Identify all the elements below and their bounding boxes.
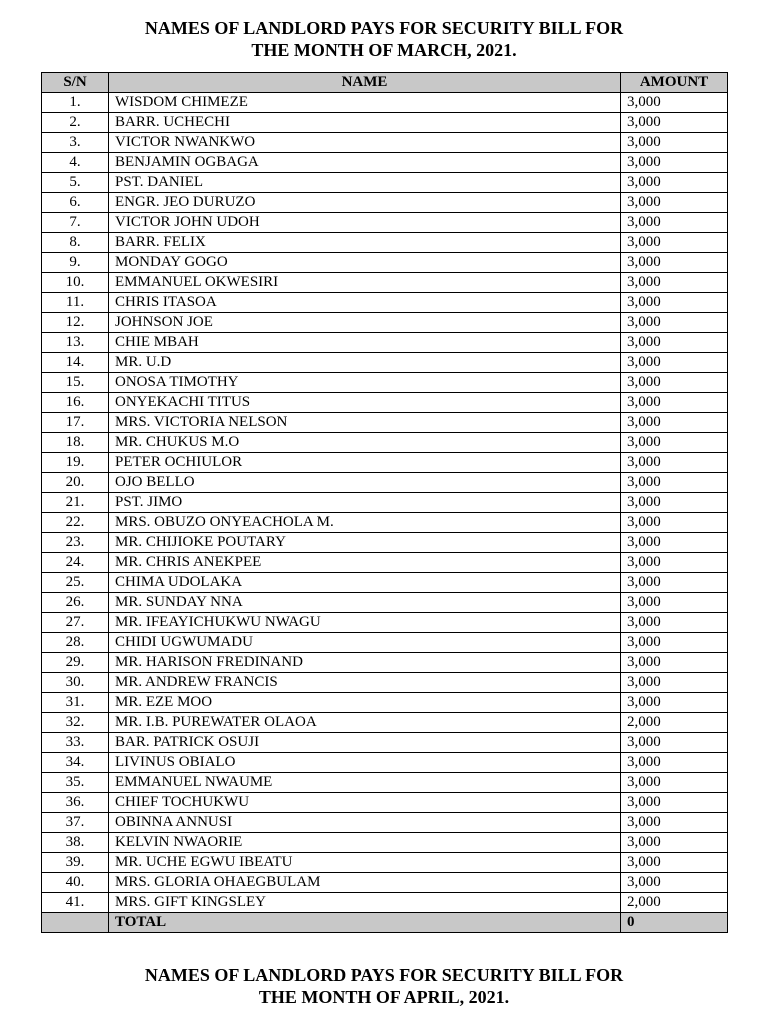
table-row xyxy=(42,853,728,873)
row-sn: 28. xyxy=(42,633,109,653)
row-name: MONDAY GOGO xyxy=(109,253,621,273)
row-sn: 35. xyxy=(42,773,109,793)
row-sn: 41. xyxy=(42,893,109,913)
row-sn: 19. xyxy=(42,453,109,473)
row-name: PETER OCHIULOR xyxy=(109,453,621,473)
row-sn: 7. xyxy=(42,213,109,233)
row-name: MR. I.B. PUREWATER OLAOA xyxy=(109,713,621,733)
row-amount: 3,000 xyxy=(621,793,728,813)
row-sn: 37. xyxy=(42,813,109,833)
row-amount: 3,000 xyxy=(621,453,728,473)
row-amount: 3,000 xyxy=(621,153,728,173)
row-sn: 12. xyxy=(42,313,109,333)
row-amount: 3,000 xyxy=(621,233,728,253)
row-amount: 3,000 xyxy=(621,133,728,153)
table-row xyxy=(42,233,728,253)
total-amount: 0 xyxy=(621,913,728,933)
march-title-line-2: THE MONTH OF MARCH, 2021. xyxy=(251,40,517,60)
row-name: WISDOM CHIMEZE xyxy=(109,93,621,113)
row-amount: 3,000 xyxy=(621,553,728,573)
row-sn: 31. xyxy=(42,693,109,713)
row-sn: 21. xyxy=(42,493,109,513)
row-sn: 30. xyxy=(42,673,109,693)
row-amount: 3,000 xyxy=(621,653,728,673)
table-row xyxy=(42,193,728,213)
row-name: MR. UCHE EGWU IBEATU xyxy=(109,853,621,873)
row-amount: 3,000 xyxy=(621,313,728,333)
row-name: BAR. PATRICK OSUJI xyxy=(109,733,621,753)
table-row xyxy=(42,353,728,373)
row-amount: 3,000 xyxy=(621,813,728,833)
table-row xyxy=(42,253,728,273)
april-title xyxy=(0,964,768,1008)
row-name: CHRIS ITASOA xyxy=(109,293,621,313)
table-row xyxy=(42,753,728,773)
row-sn: 25. xyxy=(42,573,109,593)
row-amount: 3,000 xyxy=(621,493,728,513)
row-sn: 10. xyxy=(42,273,109,293)
row-amount: 2,000 xyxy=(621,893,728,913)
table-row xyxy=(42,313,728,333)
row-name: VICTOR NWANKWO xyxy=(109,133,621,153)
row-amount: 3,000 xyxy=(621,513,728,533)
row-sn: 9. xyxy=(42,253,109,273)
row-name: ONOSA TIMOTHY xyxy=(109,373,621,393)
table-row xyxy=(42,553,728,573)
row-sn: 4. xyxy=(42,153,109,173)
table-row xyxy=(42,413,728,433)
row-amount: 3,000 xyxy=(621,573,728,593)
march-title-line-1: NAMES OF LANDLORD PAYS FOR SECURITY BILL FOR xyxy=(144,18,624,38)
row-name: BARR. FELIX xyxy=(109,233,621,253)
table-row xyxy=(42,93,728,113)
row-amount: 3,000 xyxy=(621,753,728,773)
table-row xyxy=(42,813,728,833)
table-row xyxy=(42,173,728,193)
row-name: MRS. OBUZO ONYEACHOLA M. xyxy=(109,513,621,533)
row-name: MR. CHRIS ANEKPEE xyxy=(109,553,621,573)
row-amount: 3,000 xyxy=(621,433,728,453)
table-header-row xyxy=(42,73,728,93)
row-sn: 1. xyxy=(42,93,109,113)
row-amount: 3,000 xyxy=(621,593,728,613)
row-sn: 38. xyxy=(42,833,109,853)
table-row xyxy=(42,893,728,913)
table-row xyxy=(42,593,728,613)
table-row xyxy=(42,433,728,453)
table-row xyxy=(42,533,728,553)
header-name: NAME xyxy=(109,73,621,93)
row-amount: 3,000 xyxy=(621,673,728,693)
row-sn: 17. xyxy=(42,413,109,433)
table-row xyxy=(42,693,728,713)
row-name: BARR. UCHECHI xyxy=(109,113,621,133)
row-amount: 3,000 xyxy=(621,373,728,393)
row-sn: 40. xyxy=(42,873,109,893)
table-row xyxy=(42,153,728,173)
row-name: MRS. GLORIA OHAEGBULAM xyxy=(109,873,621,893)
table-row xyxy=(42,113,728,133)
row-amount: 3,000 xyxy=(621,833,728,853)
row-sn: 24. xyxy=(42,553,109,573)
header-amount: AMOUNT xyxy=(621,73,728,93)
table-row xyxy=(42,833,728,853)
total-row xyxy=(42,913,728,933)
row-amount: 3,000 xyxy=(621,273,728,293)
row-sn: 22. xyxy=(42,513,109,533)
row-amount: 3,000 xyxy=(621,213,728,233)
row-name: MRS. GIFT KINGSLEY xyxy=(109,893,621,913)
table-row xyxy=(42,793,728,813)
row-sn: 11. xyxy=(42,293,109,313)
table-row xyxy=(42,493,728,513)
april-title-line-2: THE MONTH OF APRIL, 2021. xyxy=(258,987,510,1007)
row-amount: 3,000 xyxy=(621,533,728,553)
row-name: MR. SUNDAY NNA xyxy=(109,593,621,613)
row-sn: 16. xyxy=(42,393,109,413)
row-name: MR. U.D xyxy=(109,353,621,373)
table-row xyxy=(42,333,728,353)
table-row xyxy=(42,713,728,733)
table-row xyxy=(42,453,728,473)
row-amount: 3,000 xyxy=(621,113,728,133)
row-name: ONYEKACHI TITUS xyxy=(109,393,621,413)
table-row xyxy=(42,373,728,393)
table-row xyxy=(42,773,728,793)
row-amount: 3,000 xyxy=(621,733,728,753)
row-name: MR. HARISON FREDINAND xyxy=(109,653,621,673)
row-sn: 27. xyxy=(42,613,109,633)
row-name: OBINNA ANNUSI xyxy=(109,813,621,833)
row-sn: 32. xyxy=(42,713,109,733)
row-name: KELVIN NWAORIE xyxy=(109,833,621,853)
row-name: BENJAMIN OGBAGA xyxy=(109,153,621,173)
row-name: MR. EZE MOO xyxy=(109,693,621,713)
row-amount: 3,000 xyxy=(621,413,728,433)
table-row xyxy=(42,273,728,293)
table-row xyxy=(42,513,728,533)
row-sn: 14. xyxy=(42,353,109,373)
row-sn: 15. xyxy=(42,373,109,393)
row-sn: 36. xyxy=(42,793,109,813)
table-row xyxy=(42,473,728,493)
row-sn: 2. xyxy=(42,113,109,133)
table-row xyxy=(42,653,728,673)
row-amount: 3,000 xyxy=(621,173,728,193)
row-sn: 8. xyxy=(42,233,109,253)
row-amount: 3,000 xyxy=(621,633,728,653)
row-amount: 3,000 xyxy=(621,853,728,873)
row-name: LIVINUS OBIALO xyxy=(109,753,621,773)
row-amount: 3,000 xyxy=(621,873,728,893)
table-row xyxy=(42,293,728,313)
row-amount: 3,000 xyxy=(621,193,728,213)
table-row xyxy=(42,213,728,233)
row-amount: 3,000 xyxy=(621,333,728,353)
row-name: MR. CHUKUS M.O xyxy=(109,433,621,453)
row-sn: 5. xyxy=(42,173,109,193)
row-amount: 3,000 xyxy=(621,353,728,373)
header-sn: S/N xyxy=(42,73,109,93)
row-amount: 3,000 xyxy=(621,693,728,713)
row-amount: 3,000 xyxy=(621,253,728,273)
table-row xyxy=(42,873,728,893)
row-amount: 3,000 xyxy=(621,773,728,793)
row-amount: 3,000 xyxy=(621,293,728,313)
row-name: PST. DANIEL xyxy=(109,173,621,193)
row-name: CHIDI UGWUMADU xyxy=(109,633,621,653)
row-name: MR. CHIJIOKE POUTARY xyxy=(109,533,621,553)
row-amount: 3,000 xyxy=(621,93,728,113)
row-name: EMMANUEL OKWESIRI xyxy=(109,273,621,293)
row-amount: 2,000 xyxy=(621,713,728,733)
row-name: JOHNSON JOE xyxy=(109,313,621,333)
table-row xyxy=(42,673,728,693)
row-sn: 26. xyxy=(42,593,109,613)
row-sn: 6. xyxy=(42,193,109,213)
row-amount: 3,000 xyxy=(621,613,728,633)
row-amount: 3,000 xyxy=(621,473,728,493)
row-sn: 39. xyxy=(42,853,109,873)
row-name: MR. ANDREW FRANCIS xyxy=(109,673,621,693)
row-name: MRS. VICTORIA NELSON xyxy=(109,413,621,433)
total-sn xyxy=(42,913,109,933)
row-name: CHIMA UDOLAKA xyxy=(109,573,621,593)
table-row xyxy=(42,633,728,653)
table-body xyxy=(42,93,728,913)
april-title-line-1: NAMES OF LANDLORD PAYS FOR SECURITY BILL FOR xyxy=(144,965,624,985)
row-name: CHIEF TOCHUKWU xyxy=(109,793,621,813)
row-name: VICTOR JOHN UDOH xyxy=(109,213,621,233)
row-sn: 34. xyxy=(42,753,109,773)
row-name: PST. JIMO xyxy=(109,493,621,513)
row-amount: 3,000 xyxy=(621,393,728,413)
table-row xyxy=(42,733,728,753)
row-sn: 29. xyxy=(42,653,109,673)
table-row xyxy=(42,393,728,413)
table-row xyxy=(42,573,728,593)
row-name: CHIE MBAH xyxy=(109,333,621,353)
table-row xyxy=(42,133,728,153)
table-row xyxy=(42,613,728,633)
row-name: MR. IFEAYICHUKWU NWAGU xyxy=(109,613,621,633)
row-name: OJO BELLO xyxy=(109,473,621,493)
row-sn: 3. xyxy=(42,133,109,153)
row-name: ENGR. JEO DURUZO xyxy=(109,193,621,213)
total-label: TOTAL xyxy=(109,913,621,933)
row-sn: 33. xyxy=(42,733,109,753)
row-sn: 18. xyxy=(42,433,109,453)
row-sn: 23. xyxy=(42,533,109,553)
row-sn: 20. xyxy=(42,473,109,493)
row-sn: 13. xyxy=(42,333,109,353)
row-name: EMMANUEL NWAUME xyxy=(109,773,621,793)
security-bill-table xyxy=(41,72,728,933)
march-title xyxy=(0,17,768,61)
